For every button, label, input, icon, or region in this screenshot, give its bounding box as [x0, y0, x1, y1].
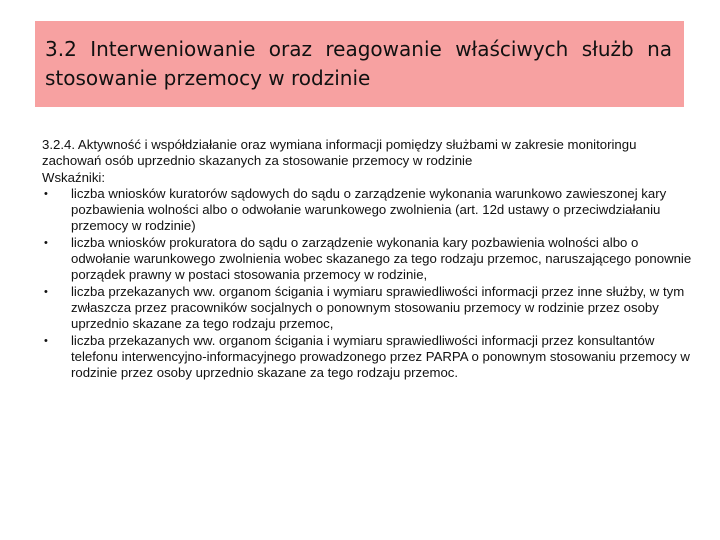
bullet-icon: •	[44, 187, 48, 200]
list-item-text: liczba przekazanych ww. organom ścigania i wymiaru sprawiedliwości informacji przez konsultantów telefonu interwencyjno-informacyjnego prowadzonego przez PARPA o ponownym stosowaniu przemocy w rodzinie przez osoby uprzednio skazane za tego rodzaju przemoc.	[71, 332, 690, 381]
slide-content	[42, 137, 697, 381]
bullet-icon: •	[44, 285, 48, 298]
list-item	[42, 284, 697, 333]
list-item-text: liczba wniosków prokuratora do sądu o zarządzenie wykonania kary pozbawienia wolności albo o odwołanie warunkowego zwolnienia wobec skazanego za tego rodzaju przemoc, naruszającego ponownie porządek prawny w postaci stosowania przemocy w rodzinie,	[71, 234, 692, 283]
bullet-icon: •	[44, 334, 48, 347]
list-item	[42, 235, 697, 284]
slide-title: 3.2 Interweniowanie oraz reagowanie właściwych służb na stosowanie przemocy w rodzinie	[45, 37, 672, 90]
bullet-icon: •	[44, 236, 48, 249]
list-item	[42, 186, 697, 235]
list-item-text: liczba przekazanych ww. organom ścigania i wymiaru sprawiedliwości informacji przez inne służby, w tym zwłaszcza przez pracowników socjalnych o ponownym stosowaniu przemocy w rodzinie przez osoby uprzednio skazane za tego rodzaju przemoc,	[71, 283, 685, 332]
title-banner	[35, 21, 684, 107]
indicators-label: Wskaźniki:	[42, 169, 106, 185]
list-item	[42, 333, 697, 382]
indicator-list	[42, 186, 697, 382]
list-item-text: liczba wniosków kuratorów sądowych do sądu o zarządzenie wykonania warunkowo zawieszonej kary pozbawienia wolności albo o odwołanie warunkowego zwolnienia (art. 12d ustawy o przeciwdziałaniu przemocy w rodzinie)	[71, 185, 667, 234]
section-intro: 3.2.4. Aktywność i współdziałanie oraz wymiana informacji pomiędzy służbami w zakresie monitoringu zachowań osób uprzednio skazanych za stosowanie przemocy w rodzinie	[42, 137, 637, 169]
